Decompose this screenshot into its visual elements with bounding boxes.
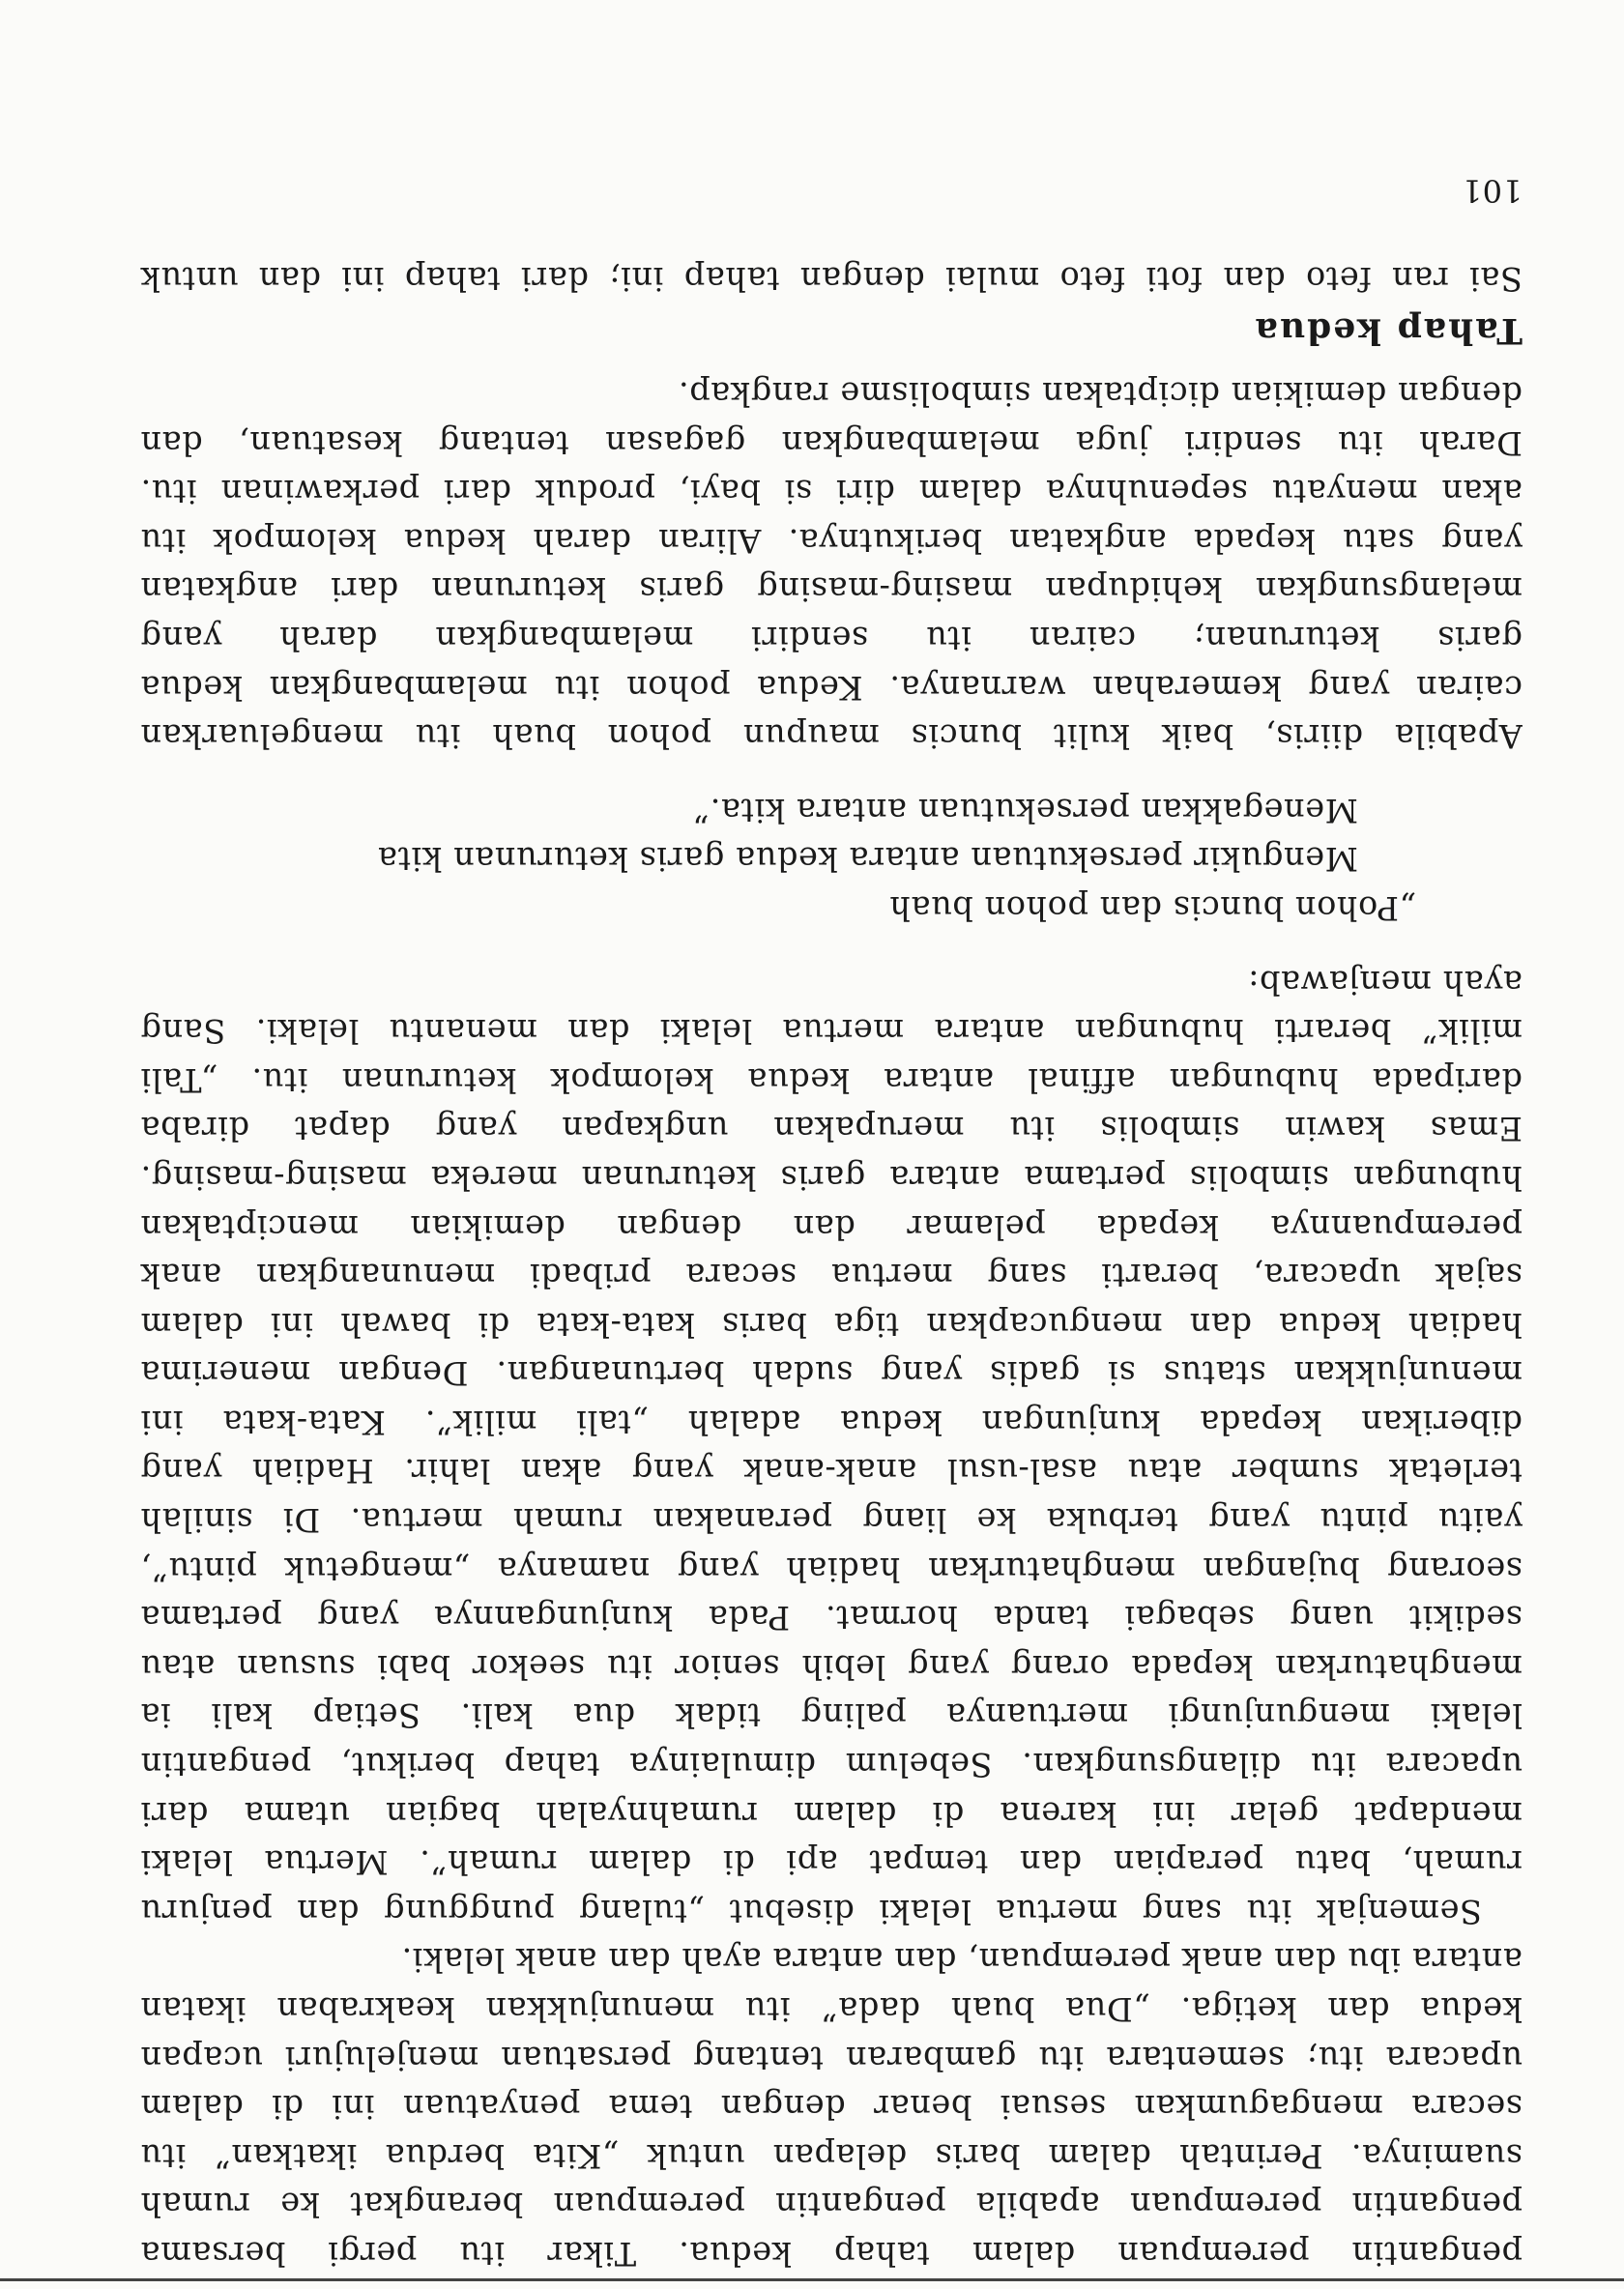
body-line: pengantin perempuan dalam tahap kedua. Tikar itu pergi bersama <box>140 2235 1522 2273</box>
body-line: lelaki mengunjungi mertuanya paling tidak dua kali. Setiap kali ia <box>140 1696 1522 1735</box>
body-line: melangsungkan kehidupan masing-masing garis keturunan dari angkatan <box>140 570 1522 609</box>
body-line: daripada hubungan affinal antara kedua kelompok keturunan itu. „Tali <box>140 1060 1522 1099</box>
body-line: yang satu kepada angkatan berikutnya. Aliran darah kedua kelompok itu <box>140 521 1522 560</box>
body-line: sajak upacara, berarti sang mertua secara pribadi menunangkan anak <box>140 1257 1522 1295</box>
body-line: menghaturkan kepada orang yang lebih senior itu seekor babi susuan atau <box>140 1647 1522 1686</box>
body-line: rumah, batu perapian dan tempat api di dalam rumah”. Mertua lelaki <box>140 1843 1522 1882</box>
page-body <box>140 166 1522 2277</box>
body-line: yaitu pintu yang terbuka ke liang peranakan rumah mertua. Di sinilah <box>140 1501 1522 1540</box>
body-line: garis keturunan; cairan itu sendiri melambangkan darah yang <box>140 620 1522 657</box>
body-line: upacara itu; sementara itu gambaran tentang persatuan menjelujuri ucapan <box>140 2039 1522 2077</box>
body-line: Emas kawin simbolis itu merupakan ungkapan yang dapat diraba <box>140 1110 1522 1148</box>
body-line: antara ibu dan anak perempuan, dan antara ayah dan anak lelaki. <box>400 1941 1522 1980</box>
body-line: Apabila diiris, baik kulit buncis maupun pohon buah itu mengeluarkan <box>140 717 1522 756</box>
verse-line: „Pohon buncis dan pohon buah <box>888 888 1416 927</box>
body-line: seorang bujangan menghaturkan hadiah yang namanya „mengetuk pintu”, <box>140 1550 1522 1588</box>
body-line: cairan yang kemerahan warnanya. Kedua pohon itu melambangkan kedua <box>140 668 1522 707</box>
page-number: 101 <box>1462 172 1522 210</box>
body-line: secara mengagumkan sesuai benar dengan tema penyatuan ini di dalam <box>140 2088 1522 2127</box>
body-line: sedikit uang sebagai tanda hormat. Pada kunjungannya yang pertama <box>140 1599 1522 1637</box>
body-line: hubungan simbolis pertama antara garis keturunan mereka masing-masing. <box>140 1158 1522 1197</box>
verse-line: Mengukir persekutuan antara kedua garis keturunan kita <box>377 840 1358 879</box>
spacer <box>140 932 1522 957</box>
body-line: milik” berarti hubungan antara mertua lelaki dan menantu lelaki. Sang <box>140 1012 1522 1051</box>
body-line: mendapat gelar ini karena di dalam rumahnyalah bagian utama dari <box>140 1794 1522 1833</box>
section-heading: Tahap kedua <box>1253 310 1522 352</box>
body-line: Semenjak itu sang mertua lelaki disebut „tulang punggung dan penjuru <box>140 1892 1482 1930</box>
body-line: hadiah kedua dan mengucapkan tiga baris kata-kata di bawah ini dalam <box>140 1305 1522 1344</box>
body-line: ayah menjawab: <box>1247 963 1522 1001</box>
body-line: kedua dan ketiga. „Dua buah dada” itu menunjukkan keakraban ikatan <box>140 1990 1522 2029</box>
body-line: menunjukkan status si gadis yang sudah bertunangan. Dengan menerima <box>140 1354 1522 1393</box>
body-line: akan menyatu sepenuhnya dalam diri si bayi, produk dari perkawinan itu. <box>140 473 1522 511</box>
spacer <box>140 760 1522 785</box>
scan-edge-shadow <box>0 2278 1624 2281</box>
body-line: dengan demikian diciptakan simbolisme rangkap. <box>678 375 1522 414</box>
body-line: terletak sumber atau asal-usul anak-anak yang akan lahir. Hadiah yang <box>140 1452 1522 1491</box>
body-line: perempuannya kepada pelamar dan dengan demikian menciptakan <box>140 1207 1522 1246</box>
body-line: pengantin perempuan apabila pengantin perempuan berangkat ke rumah <box>140 2186 1522 2224</box>
body-line: Sai ran feto dan foti feto mulai dengan tahap ini; dari tahap ini dan untuk <box>140 259 1522 298</box>
body-line: suaminya. Perintah dalam baris delapan untuk „Kita berdua ikatkan” itu <box>140 2136 1522 2175</box>
body-line: upacara itu dilangsungkan. Sebelum dimulainya tahap berikut, pengantin <box>140 1746 1522 1784</box>
verse-line: Menegakkan persekutuan antara kita.” <box>692 791 1358 829</box>
body-line: Darah itu sendiri juga melambangkan gagasan tentang kesatuan, dan <box>140 423 1522 462</box>
body-line: diberikan kepada kunjungan kedua adalah „tali milik”. Kata-kata ini <box>140 1403 1522 1441</box>
